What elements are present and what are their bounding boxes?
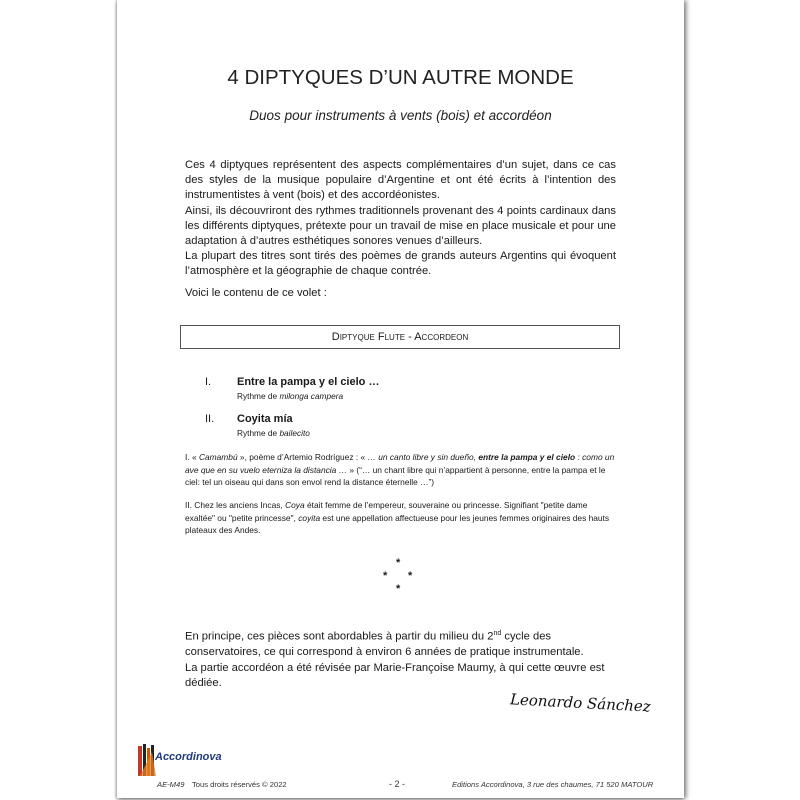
item-rhythm: Rythme de milonga campera: [237, 391, 344, 401]
footer-publisher: Editions Accordinova, 3 rue des chaumes, 71 520 MATOUR: [452, 780, 654, 789]
page-subtitle: Duos pour instruments à vents (bois) et accordéon: [249, 108, 552, 123]
item-title: Entre la pampa y el cielo …: [237, 376, 380, 388]
intro-paragraph-2: Ainsi, ils découvriront des rythmes traditionnels provenant des 4 points cardinaux dans les différents diptyques, prétexte pour un travail de mise en place musicale et pour une adaptation à d’autres esthétiques sonores venues d’ailleurs.: [185, 204, 616, 248]
intro-text: [185, 158, 616, 280]
footer-rights: Tous droits réservés © 2022: [192, 780, 287, 789]
document-page: [117, 0, 684, 798]
footnote-1: I. « Camambú », poème d’Artemio Rodríguez : « … un canto libre y sin dueño, entre la pampa y el cielo : como un ave que en su vuelo eterniza la distancia … » (“… un chant libre qui n’appartient à personne, entre la pampa et le ciel: tel un oiseau qui dans son envol rend la distance éternelle …”): [185, 452, 615, 488]
footer-code: AE-M49: [157, 780, 185, 789]
closing-paragraph-2: La partie accordéon a été révisée par Marie-Françoise Maumy, à qui cette œuvre est dédiée.: [185, 661, 605, 690]
page-title: 4 DIPTYQUES D’UN AUTRE MONDE: [227, 66, 574, 89]
intro-paragraph-3: La plupart des titres sont tirés des poèmes de grands auteurs Argentins qui évoquent l’atmosphère et la géographie de chaque contrée.: [185, 250, 616, 278]
closing-text: [185, 626, 625, 692]
item-title: Coyita mía: [237, 413, 293, 425]
footnote-2: II. Chez les anciens Incas, Coya était femme de l’empereur, souveraine ou princesse. Signifiant "petite dame exaltée" ou "petite princesse", coyita est une appellation affectueuse pour les jeunes femmes originaires des hauts plateaux des Andes.: [185, 500, 610, 536]
item-number: II.: [205, 413, 215, 425]
signature: Leonardo Sánchez: [509, 690, 652, 716]
brand-name: Accordinova: [155, 751, 222, 763]
ornament-star: *: [383, 570, 388, 582]
closing-paragraph-1: En principe, ces pièces sont abordables à partir du milieu du 2nd cycle des conservatoires, ce qui correspond à environ 6 années de pratique instrumentale.: [185, 630, 584, 659]
ornament-star: *: [396, 557, 401, 569]
page-number: - 2 -: [389, 779, 406, 789]
intro-paragraph-1: Ces 4 diptyques représentent des aspects complémentaires d’un sujet, dans ce cas des styles de la musique populaire d’Argentine et ont été écrits à l’intention des instrumentistes à vent (bois) et des accordéonistes.: [185, 159, 616, 202]
ornament-star: *: [396, 583, 401, 595]
diptych-heading-box: Diptyque Flute - Accordeon: [180, 325, 620, 349]
item-rhythm: Rythme de bailecito: [237, 428, 310, 438]
item-number: I.: [205, 376, 212, 388]
ornament-star: *: [408, 570, 413, 582]
contents-intro: Voici le contenu de ce volet :: [185, 287, 327, 299]
